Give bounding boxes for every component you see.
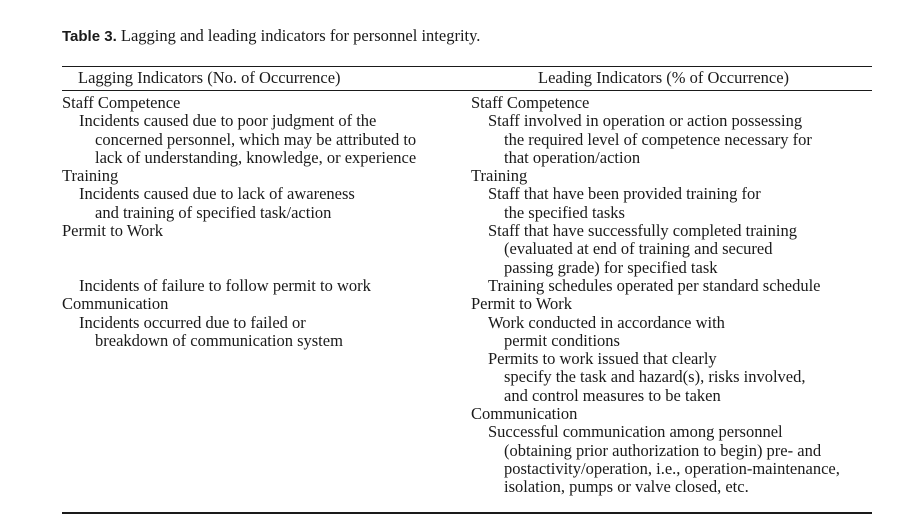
lagging-staff-competence-item: Incidents caused due to poor judgment of the xyxy=(79,111,377,131)
lagging-permit-heading: Permit to Work xyxy=(62,221,164,241)
leading-column-header: Leading Indicators (% of Occurrence) xyxy=(538,68,790,87)
leading-permit-item: Permits to work issued that clearly xyxy=(488,349,717,369)
spacer xyxy=(62,240,462,277)
leading-permit-item-cont: specify the task and hazard(s), risks involved, xyxy=(504,367,806,387)
leading-column xyxy=(471,94,881,497)
leading-training-item-cont: (evaluated at end of training and secured xyxy=(504,239,773,259)
lagging-training-item-cont: and training of specified task/action xyxy=(95,202,332,222)
leading-permit-item-cont: and control measures to be taken xyxy=(504,385,721,405)
lagging-column xyxy=(62,94,462,350)
leading-communication-item: Successful communication among personnel xyxy=(488,422,783,442)
leading-training-item: Training schedules operated per standard schedule xyxy=(488,275,821,295)
leading-training-item-cont: the specified tasks xyxy=(504,202,625,222)
leading-communication-item-cont: postactivity/operation, i.e., operation-maintenance, xyxy=(504,458,840,478)
leading-staff-competence-item: Staff involved in operation or action possessing xyxy=(488,111,803,131)
leading-training-heading: Training xyxy=(471,166,528,186)
lagging-column-header: Lagging Indicators (No. of Occurrence) xyxy=(78,68,341,87)
leading-permit-item-cont: permit conditions xyxy=(504,330,620,350)
lagging-communication-item: Incidents occurred due to failed or xyxy=(79,312,306,332)
lagging-communication-heading: Communication xyxy=(62,294,169,314)
lagging-staff-competence-item-cont: concerned personnel, which may be attributed to xyxy=(95,129,417,149)
leading-permit-heading: Permit to Work xyxy=(471,294,573,314)
table-caption xyxy=(62,26,480,46)
leading-staff-competence-item-cont: that operation/action xyxy=(504,147,641,167)
leading-staff-competence-heading: Staff Competence xyxy=(471,93,590,112)
leading-training-item: Staff that have successfully completed training xyxy=(488,221,797,241)
lagging-staff-competence-heading: Staff Competence xyxy=(62,93,181,112)
lagging-staff-competence-item-cont: lack of understanding, knowledge, or experience xyxy=(95,147,417,167)
header-rule xyxy=(62,90,872,91)
leading-communication-item-cont: isolation, pumps or valve closed, etc. xyxy=(504,477,749,497)
top-rule xyxy=(62,66,872,67)
leading-training-item: Staff that have been provided training for xyxy=(488,184,761,204)
lagging-training-heading: Training xyxy=(62,166,119,186)
lagging-communication-item-cont: breakdown of communication system xyxy=(95,330,343,350)
bottom-rule xyxy=(62,512,872,514)
leading-communication-item-cont: (obtaining prior authorization to begin) pre- and xyxy=(504,440,822,460)
leading-staff-competence-item-cont: the required level of competence necessary for xyxy=(504,129,812,149)
leading-training-item-cont: passing grade) for specified task xyxy=(504,257,718,277)
leading-permit-item: Work conducted in accordance with xyxy=(488,312,725,332)
table-title: Lagging and leading indicators for personnel integrity. xyxy=(120,26,481,45)
table-label: Table 3. xyxy=(62,28,117,45)
lagging-permit-item: Incidents of failure to follow permit to work xyxy=(79,275,371,295)
leading-communication-heading: Communication xyxy=(471,404,578,424)
lagging-training-item: Incidents caused due to lack of awareness xyxy=(79,184,355,204)
